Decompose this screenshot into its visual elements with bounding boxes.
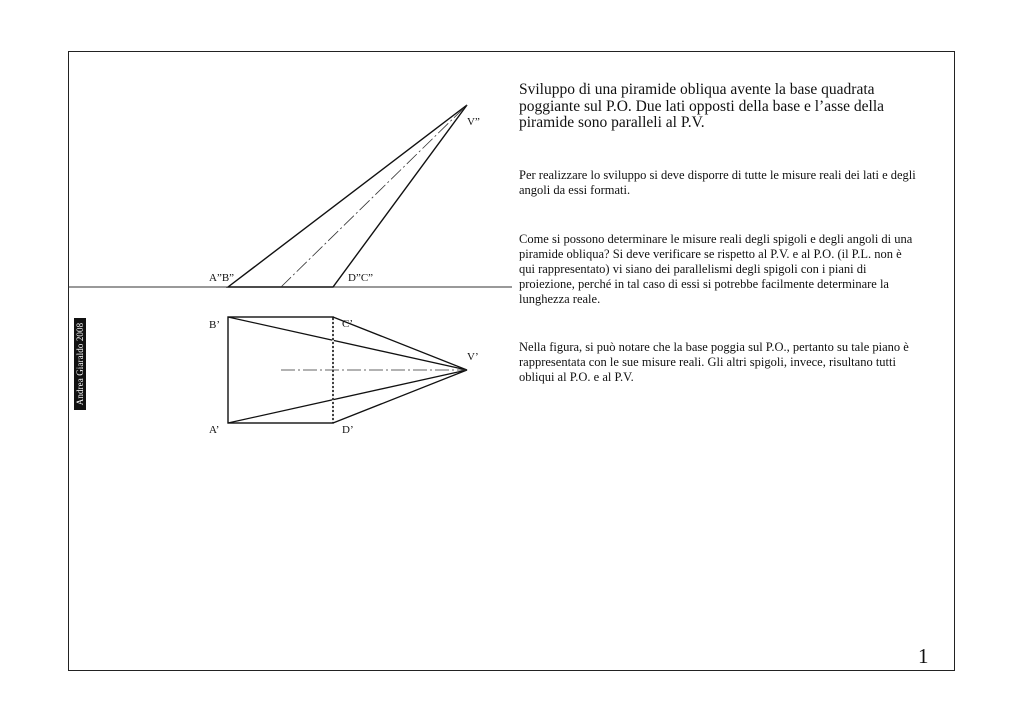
front-view-axis (281, 105, 467, 287)
paragraph-3: Nella figura, si può notare che la base poggia sul P.O., pertanto su tale piano è rappresentata con le sue misure reali. Gli altri spigoli, invece, risultano tutti obliqui al P.O. e al P.V. (519, 340, 909, 384)
author-badge (74, 318, 86, 410)
paragraph-2: Come si possono determinare le misure reali degli spigoli e degli angoli di una piramide obliqua? Si deve verificare se rispetto al P.V. e al P.O. (il P.L. non è qui rappresentato) vi siano dei parallelismi degli spigoli con i piani di proiezione, perché in tal caso di essi si potrebbe facilmente determinare la lunghezza reale. (519, 232, 913, 306)
front-view-triangle (228, 105, 467, 287)
top-view-edge-dv (333, 370, 467, 423)
label-b-top: B’ (209, 319, 220, 331)
label-c-top: C’ (342, 318, 353, 330)
top-view-edge-av (228, 370, 467, 423)
label-d-top: D’ (342, 424, 354, 436)
page-title: Sviluppo di una piramide obliqua avente la base quadrata poggiante sul P.O. Due lati opposti della base e l’asse della piramide sono paralleli al P.V. (519, 81, 885, 131)
label-v-front: V” (467, 116, 480, 128)
label-a-top: A’ (209, 424, 220, 436)
label-dc-front: D”C” (348, 272, 374, 284)
label-v-top: V’ (467, 351, 479, 363)
top-view-base (228, 317, 333, 423)
author-text: Andrea Giaraldo 2008 (75, 322, 86, 406)
paragraph-1: Per realizzare lo sviluppo si deve disporre di tutte le misure reali dei lati e degli angoli da essi formati. (519, 168, 916, 197)
page-number: 1 (918, 644, 929, 668)
top-view-edge-cv (333, 317, 467, 370)
label-ab-front: A”B” (209, 272, 235, 284)
